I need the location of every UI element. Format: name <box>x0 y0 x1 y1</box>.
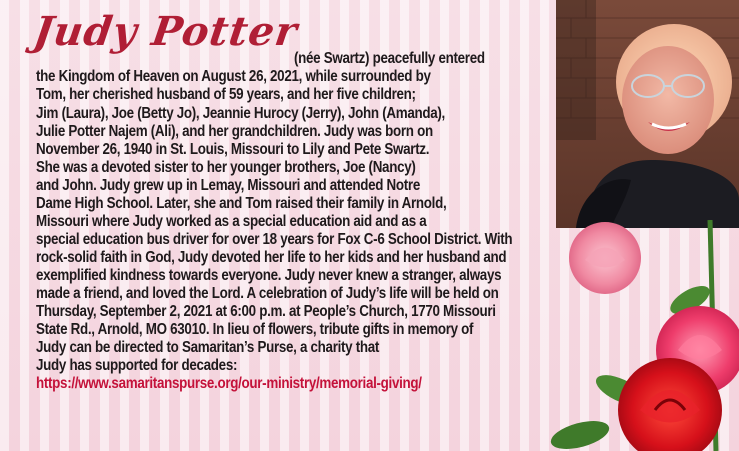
obit-line: Dame High School. Later, she and Tom raised their family in Arnold, <box>36 195 447 212</box>
obit-line: rock-solid faith in God, Judy devoted her life to her kids and her husband and <box>36 249 507 266</box>
obit-line: Judy can be directed to Samaritan’s Purse, a charity that <box>36 339 380 356</box>
obit-line: and John. Judy grew up in Lemay, Missouri and attended Notre <box>36 177 420 194</box>
obit-line: Jim (Laura), Joe (Betty Jo), Jeannie Hurocy (Jerry), John (Amanda), <box>36 105 445 122</box>
obit-line: the Kingdom of Heaven on August 26, 2021, while surrounded by <box>36 68 431 85</box>
obit-line: made a friend, and loved the Lord. A celebration of Judy’s life will be held on <box>36 285 499 302</box>
roses-illustration <box>520 220 739 451</box>
portrait-photo <box>556 0 739 228</box>
obit-line: Julie Potter Najem (Ali), and her grandchildren. Judy was born on <box>36 123 433 140</box>
obit-line: State Rd., Arnold, MO 63010. In lieu of flowers, tribute gifts in memory of <box>36 321 474 338</box>
memorial-giving-link[interactable]: https://www.samaritanspurse.org/our-ministry/memorial-giving/ <box>36 375 422 392</box>
obit-line: Judy has supported for decades: <box>36 357 238 374</box>
obit-line: exemplified kindness towards everyone. Judy never knew a stranger, always <box>36 267 502 284</box>
obit-line: Tom, her cherished husband of 59 years, and her five children; <box>36 86 416 103</box>
obit-line: November 26, 1940 in St. Louis, Missouri to Lily and Pete Swartz. <box>36 141 430 158</box>
obit-line: Missouri where Judy worked as a special education aid and as a <box>36 213 427 230</box>
obit-line: She was a devoted sister to her younger brothers, Joe (Nancy) <box>36 159 416 176</box>
deceased-name: Judy Potter <box>30 8 301 55</box>
obit-line: special education bus driver for over 18 years for Fox C-6 School District. With <box>36 231 513 248</box>
obit-line: Thursday, September 2, 2021 at 6:00 p.m. at People’s Church, 1770 Missouri <box>36 303 496 320</box>
obit-line: (née Swartz) peacefully entered <box>294 50 485 67</box>
